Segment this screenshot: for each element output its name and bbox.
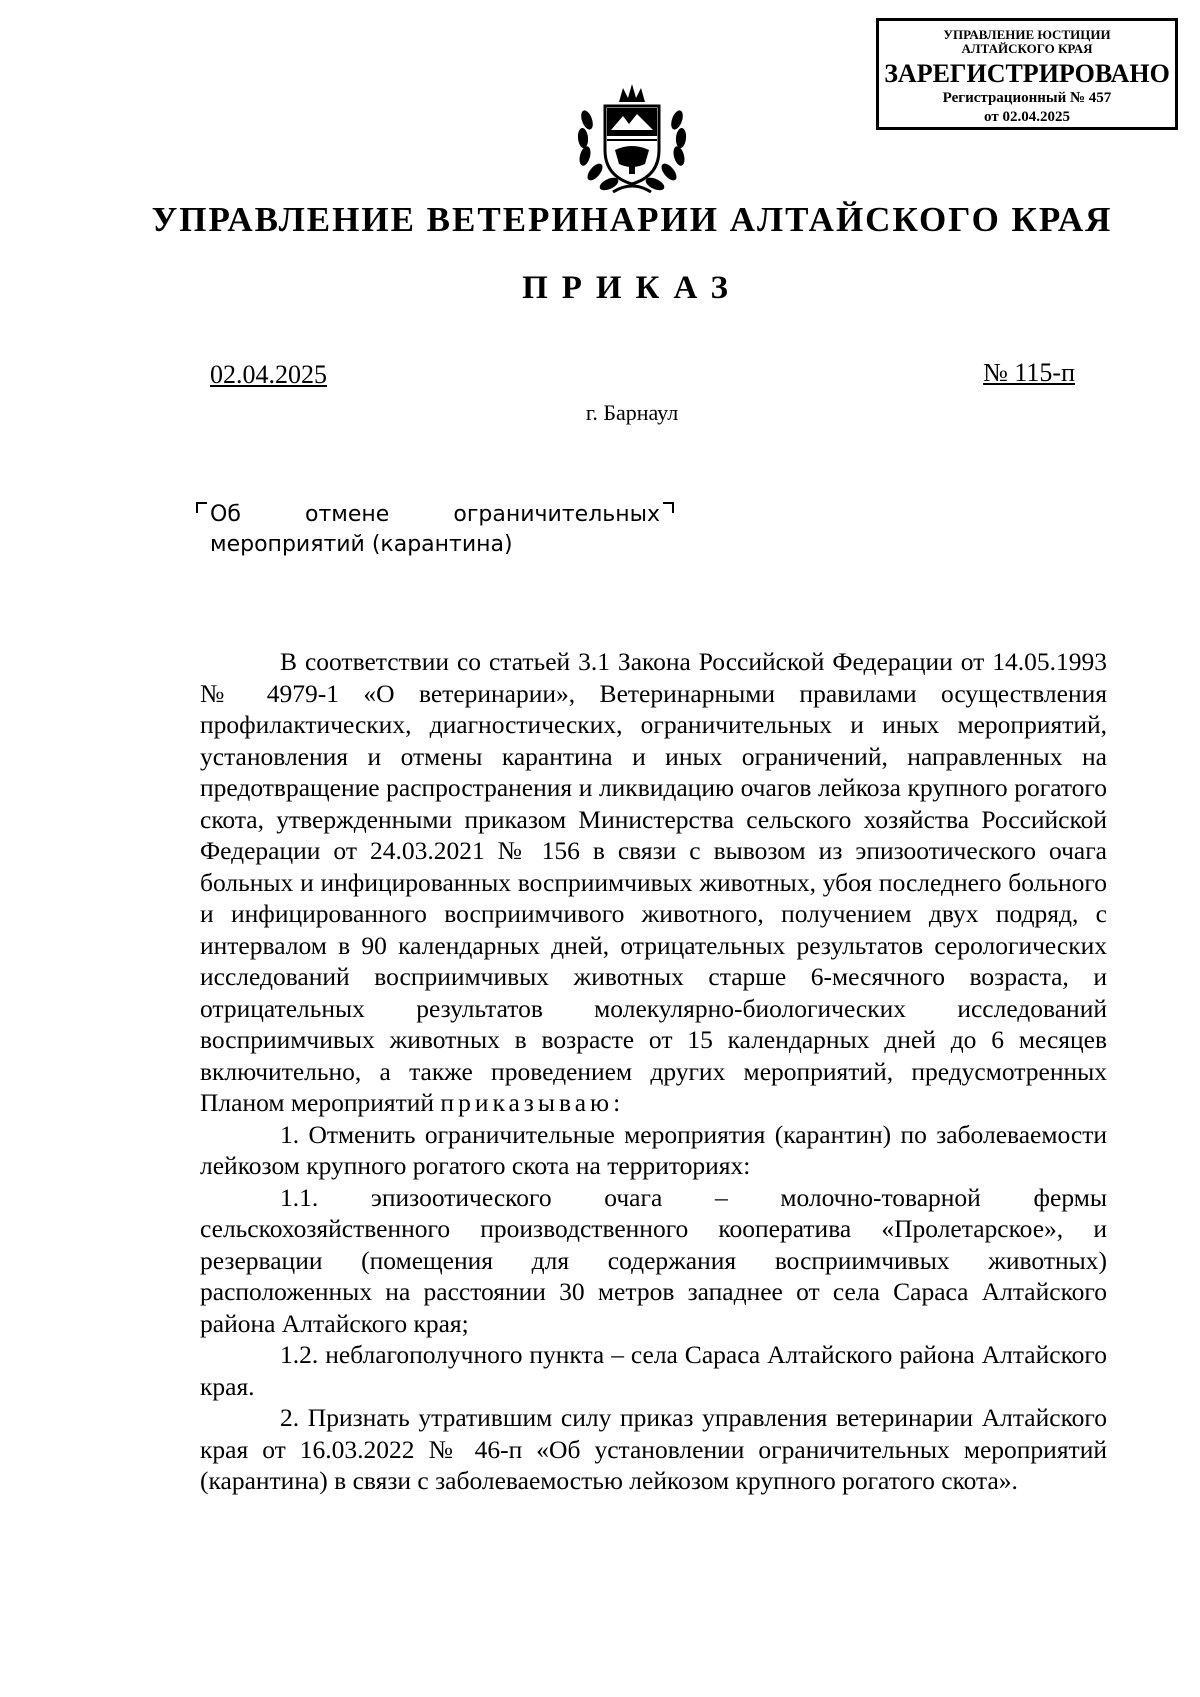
preamble-text: В соответствии со статьей 3.1 Закона Российской Федерации от 14.05.1993 № 4979-1 «О ветеринарии», Ветеринарными правилами осуществления профилактических, диагностических, ограничительных и иных мероприятий, установления и отмены карантина и иных ограничений, направленных на предотвращение распространения и ликвидацию очагов лейкоза крупного рогатого скота, утвержденными приказом Министерства сельского хозяйства Российской Федерации от 24.03.2021 № 156 в связи с вывозом из эпизоотического очага больных и инфицированных восприимчивых животных, убоя последнего больного и инфицированного восприимчивого животного, получением двух подряд, с интервалом в 90 календарных дней, отрицательных результатов серологических исследований восприимчивых животных старше 6-месячного возраста, и отрицательных результатов молекулярно-биологических исследований восприимчивых животных в возрасте от 15 календарных дней до 6 месяцев включительно, а также проведением других мероприятий, предусмотренных Планом мероприятий bbox=[200, 647, 1107, 1117]
body-item-1-2: 1.2. неблагополучного пункта – села Сараса Алтайского района Алтайского края. bbox=[200, 1340, 1107, 1401]
subject-bracket-left bbox=[196, 502, 207, 513]
preamble-colon: : bbox=[613, 1088, 621, 1117]
document-number: № 115-п bbox=[983, 358, 1075, 387]
document-body bbox=[200, 646, 1107, 1497]
registration-stamp bbox=[876, 18, 1178, 130]
document-date: 02.04.2025 bbox=[210, 360, 327, 389]
document-type: ПРИКАЗ bbox=[522, 270, 742, 306]
coat-of-arms-emblem bbox=[573, 80, 691, 200]
stamp-title: ЗАРЕГИСТРИРОВАНО bbox=[884, 59, 1170, 88]
subject-word-3: ограничительных bbox=[453, 502, 660, 527]
body-item-1-1: 1.1. эпизоотического очага – молочно-товарной фермы сельскохозяйственного производственного кооператива «Пролетарское», и резервации (помещения для содержания восприимчивых животных) расположенных на расстоянии 30 метров западнее от села Сараса Алтайского района Алтайского края; bbox=[200, 1182, 1107, 1338]
subject-bracket-right bbox=[663, 502, 674, 513]
subject-line-1 bbox=[210, 500, 660, 530]
subject-line-2: мероприятий (карантина) bbox=[210, 532, 513, 557]
stamp-line-2: АЛТАЙСКОГО КРАЯ bbox=[961, 41, 1093, 56]
order-word: приказываю bbox=[440, 1088, 614, 1117]
document-city: г. Барнаул bbox=[585, 400, 679, 425]
body-item-1: 1. Отменить ограничительные мероприятия (карантин) по заболеваемости лейкозом крупного рогатого скота на территориях: bbox=[200, 1119, 1107, 1180]
stamp-reg-number: Регистрационный № 457 bbox=[942, 90, 1112, 106]
body-item-2: 2. Признать утратившим силу приказ управления ветеринарии Алтайского края от 16.03.2022 № 46-п «Об установлении ограничительных мероприятий (карантина) в связи с заболеваемостью лейкозом крупного рогатого скота». bbox=[200, 1403, 1107, 1495]
stamp-reg-date: от 02.04.2025 bbox=[984, 109, 1070, 125]
stamp-line-1: УПРАВЛЕНИЕ ЮСТИЦИИ bbox=[943, 27, 1111, 42]
subject-word-2: отмене bbox=[304, 502, 390, 527]
organization-title: УПРАВЛЕНИЕ ВЕТЕРИНАРИИ АЛТАЙСКОГО КРАЯ bbox=[151, 200, 1113, 239]
document-subject bbox=[210, 500, 660, 560]
body-paragraph-preamble bbox=[200, 646, 1107, 1119]
subject-word-1: Об bbox=[210, 502, 241, 527]
